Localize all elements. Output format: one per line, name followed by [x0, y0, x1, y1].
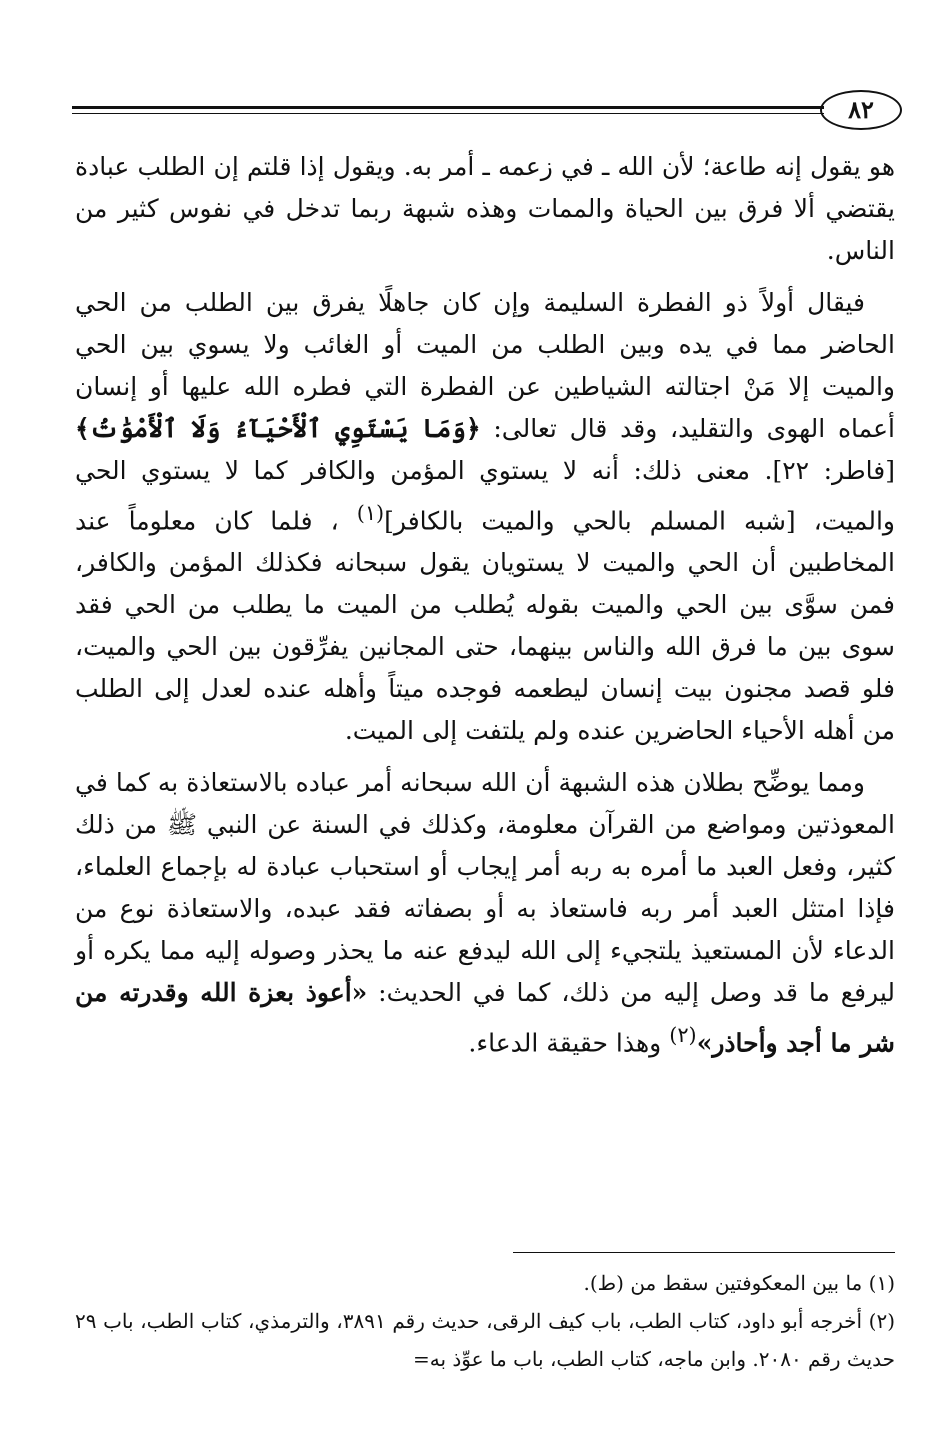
main-text	[75, 146, 895, 1065]
paragraph-1: هو يقول إنه طاعة؛ لأن الله ـ في زعمه ـ أمر به. ويقول إذا قلتم إن الطلب عبادة يقتضي ألا فرق بين الحياة والممات وهذه شبهة ربما تدخل في نفوس كثير من الناس.	[75, 152, 895, 265]
footnote-1: (١) ما بين المعكوفتين سقط من (ط).	[583, 1271, 895, 1295]
verse-reference: [فاطر: ٢٢].	[764, 456, 896, 485]
paragraph-2-text: فيقال أولاً ذو الفطرة السليمة وإن كان جاهلًا يفرق بين الطلب من الحي الحاضر مما في يده وبين الطلب من الميت أو الغائب ولا يسوي بين الحي والميت إلا مَنْ اجتالته الشياطين عن الفطرة التي فطره الله عليها أو إنسان أعماه الهوى والتقليد، وقد قال تعالى:	[75, 288, 895, 443]
footnote-divider	[513, 1252, 895, 1253]
footnote-marker-1: (١)	[356, 501, 385, 525]
page-number: ٨٢	[820, 90, 902, 130]
paragraph-2	[75, 282, 895, 752]
paragraph-2-end: ، فلما كان معلوماً عند المخاطبين أن الحي والميت لا يستويان يقول سبحانه فكذلك المؤمن والكافر، فمن سوَّى بين الحي والميت بقوله يُطلب من الميت ما يطلب من الحي فقد سوى بين ما فرق الله والناس بينهما، حتى المجانين يفرِّقون بين الحي والميت، فلو قصد مجنون بيت إنسان ليطعمه فوجده ميتاً وأهله عنده لعدل إلى الطلب من أهله الأحياء الحاضرين عنده ولم يلتفت إلى الميت.	[75, 506, 895, 746]
hadith-quote: «أعوذ بعزة الله وقدرته من شر ما أجد وأحاذر»	[75, 978, 895, 1058]
header-rule-thin	[72, 113, 824, 114]
footnote-2: (٢) أخرجه أبو داود، كتاب الطب، باب كيف الرقى، حديث رقم ٣٨٩١، والترمذي، كتاب الطب، باب ٢٩ حديث رقم ٢٠٨٠. وابن ماجه، كتاب الطب، باب ما عوِّذ به=	[75, 1309, 895, 1371]
page-header	[72, 86, 912, 132]
quran-verse: ﴿وَمَا يَسْتَوِي ٱلْأَحْيَآءُ وَلَا ٱلْأَمْوَٰتُ﴾	[75, 414, 481, 443]
paragraph-3	[75, 762, 895, 1064]
paragraph-3-end: وهذا حقيقة الدعاء.	[468, 1028, 662, 1058]
footnote-marker-2: (٢)	[669, 1023, 697, 1048]
footnotes	[75, 1264, 895, 1378]
paragraph-3-text: ومما يوضِّح بطلان هذه الشبهة أن الله سبحانه أمر عباده بالاستعاذة به كما في المعوذتين ومواضع من القرآن معلومة، وكذلك في السنة عن النبي ﷺ من ذلك كثير، وفعل العبد ما أمره به ربه أمر إيجاب أو استحباب عبادة له بإجماع العلماء، فإذا امتثل العبد أمر ربه فاستعاذ به أو بصفاته فقد عبده، والاستعاذة نوع من الدعاء لأن المستعيذ يلتجيء إلى الله ليدفع عنه ما يحذر وصوله إليه مما يكره أو ليرفع ما قد وصل إليه من ذلك، كما في الحديث:	[75, 768, 895, 1008]
paragraph-2-continued: معنى ذلك: أنه لا يستوي المؤمن والكافر كما لا يستوي الحي والميت، [شبه المسلم بالحي والميت بالكافر]	[75, 456, 895, 536]
header-rule-thick	[72, 106, 824, 109]
